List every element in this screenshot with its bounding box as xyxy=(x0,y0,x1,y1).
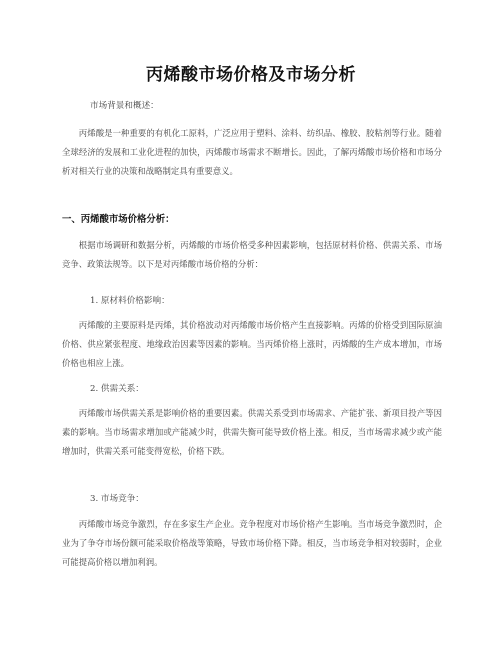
intro-paragraph: 丙烯酸是一种重要的有机化工原料，广泛应用于塑料、涂料、纺织品、橡胶、胶粘剂等行业。随着全球经济的发展和工业化进程的加快，丙烯酸市场需求不断增长。因此，了解丙烯酸市场价格和市场分析对相关行业的决策和战略制定具有重要意义。 xyxy=(62,128,442,176)
item3-paragraph: 丙烯酸市场竞争激烈，存在多家生产企业。竞争程度对市场价格产生影响。当市场竞争激烈时，企业为了争夺市场份额可能采取价格战等策略，导致市场价格下降。相反，当市场竞争相对较弱时，企业可能提高价格以增加利润。 xyxy=(62,519,442,567)
section1-paragraph: 根据市场调研和数据分析，丙烯酸的市场价格受多种因素影响，包括原材料价格、供需关系、市场竞争、政策法规等。以下是对丙烯酸市场价格的分析： xyxy=(62,240,442,269)
document-title: 丙烯酸市场价格及市场分析 xyxy=(146,65,356,85)
item3-label: 3. 市场竞争： xyxy=(90,494,144,504)
item2-label: 2. 供需关系： xyxy=(90,384,144,394)
intro-label: 市场背景和概述： xyxy=(90,101,159,111)
item1-label: 1. 原材料价格影响： xyxy=(90,296,170,306)
item1-paragraph: 丙烯酸的主要原料是丙烯，其价格波动对丙烯酸市场价格产生直接影响。丙烯的价格受到国际原油价格、供应紧张程度、地缘政治因素等因素的影响。当丙烯价格上涨时，丙烯酸的生产成本增加，市场价格也相应上涨。 xyxy=(62,320,442,368)
item2-paragraph: 丙烯酸市场供需关系是影响价格的重要因素。供需关系受到市场需求、产能扩张、新项目投产等因素的影响。当市场需求增加或产能减少时，供需失衡可能导致价格上涨。相反，当市场需求减少或产能增加时，供需关系可能变得宽松，价格下跌。 xyxy=(62,408,442,456)
section1-heading: 一、丙烯酸市场价格分析： xyxy=(62,214,175,225)
